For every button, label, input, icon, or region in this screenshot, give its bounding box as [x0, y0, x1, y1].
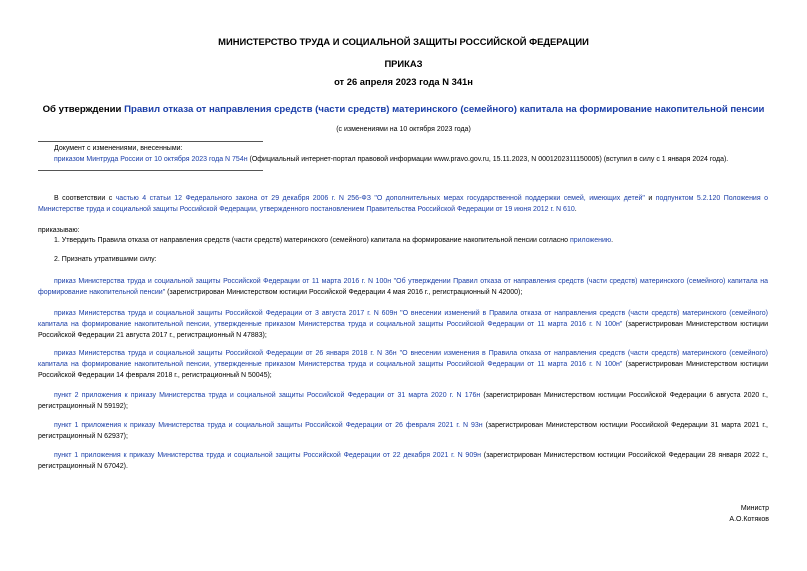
changes-rest: (Официальный интернет-портал правовой информации www.pravo.gov.ru, 15.11.2023, N 0001202311150005) (вступил в силу с 1 января 2024 года).	[247, 156, 729, 163]
repealed-item-3-link[interactable]: приказ Министерства труда и социальной защиты Российской Федерации от 26 января 2018 г. N 36н "О внесении изменения в Правила отказа от направления средств (части средств) материнского (семейного) капитала на формирование накопительной пенсии, утвержденные приказом Министерства труда и социальной защиты Российской Федерации от 11 марта 2016 г. N 100н"	[38, 350, 768, 368]
item-2: 2. Признать утратившими силу:	[54, 256, 157, 263]
signatory-name: А.О.Котяков	[729, 516, 769, 523]
preamble-paragraph	[38, 193, 768, 215]
top-divider	[38, 141, 263, 142]
title-link[interactable]: Правил отказа от направления средств (части средств) материнского (семейного) капитала на формирование накопительной пенсии	[124, 104, 765, 115]
repealed-item-4	[38, 390, 768, 412]
repealed-item-5	[38, 420, 768, 442]
amendment-note: (с изменениями на 10 октября 2023 года)	[336, 126, 471, 133]
bottom-divider	[38, 170, 263, 171]
repealed-item-5-rest: (зарегистрирован Министерством юстиции Российской Федерации 31 марта 2021 г., регистрационный N 62937);	[38, 422, 768, 440]
changes-link[interactable]: приказом Минтруда России от 10 октября 2023 года N 754н	[54, 156, 248, 163]
repealed-item-5-link[interactable]: пункт 1 приложения к приказу Министерства труда и социальной защиты Российской Федерации от 26 февраля 2021 г. N 93н	[54, 422, 483, 429]
preamble-text-3: .	[574, 206, 577, 213]
changes-line	[54, 154, 728, 165]
item-1	[54, 235, 613, 246]
repealed-item-6-rest: (зарегистрирован Министерством юстиции Российской Федерации 28 января 2022 г., регистрационный N 67042).	[38, 452, 768, 470]
preamble-regulation-link[interactable]: подпунктом 5.2.120 Положения о Министерстве труда и социальной защиты Российской Федерации, утвержденного постановлением Правительства Российской Федерации от 19 июня 2012 г. N 610	[38, 195, 768, 213]
title-prefix: Об утверждении	[42, 104, 125, 115]
preamble-law-link[interactable]: частью 4 статьи 12 Федерального закона от 29 декабря 2006 г. N 256-ФЗ "О дополнительных мерах государственной поддержки семей, имеющих детей"	[115, 195, 645, 202]
repealed-item-3	[38, 348, 768, 381]
appendix-link[interactable]: приложению	[569, 237, 612, 244]
item-1-end: .	[611, 237, 614, 244]
preamble-text-1: В соответствии с	[54, 195, 116, 202]
repealed-item-3-rest: (зарегистрирован Министерством юстиции Российской Федерации 14 февраля 2018 г., регистрационный N 50045);	[38, 361, 768, 379]
order-word: приказываю:	[38, 227, 80, 234]
repealed-item-4-rest: (зарегистрирован Министерством юстиции Российской Федерации 6 августа 2020 г., регистрационный N 59192);	[38, 392, 768, 410]
changes-intro: Документ с изменениями, внесенными:	[54, 145, 183, 152]
document-date: от 26 апреля 2023 года N 341н	[334, 76, 473, 87]
repealed-item-1-link[interactable]: приказ Министерства труда и социальной защиты Российской Федерации от 11 марта 2016 г. N 100н "Об утверждении Правил отказа от направления средств (части средств) материнского (семейного) капитала на формирование накопительной пенсии"	[38, 278, 768, 296]
item-1-text: 1. Утвердить Правила отказа от направления средств (части средств) материнского (семейного) капитала на формирование накопительной пенсии согласно	[54, 237, 570, 244]
ministry-name: МИНИСТЕРСТВО ТРУДА И СОЦИАЛЬНОЙ ЗАЩИТЫ РОССИЙСКОЙ ФЕДЕРАЦИИ	[218, 36, 589, 47]
repealed-item-2	[38, 308, 768, 341]
repealed-item-2-rest: (зарегистрирован Министерством юстиции Российской Федерации 21 августа 2017 г., регистрационный N 47883);	[38, 321, 768, 339]
document-type: ПРИКАЗ	[384, 58, 423, 69]
repealed-item-1-rest: (зарегистрирован Министерством юстиции Российской Федерации 4 мая 2016 г., регистрационный N 42000);	[165, 289, 523, 296]
document-title	[0, 104, 807, 115]
repealed-item-1	[38, 276, 768, 298]
repealed-item-6	[38, 450, 768, 472]
preamble-text-2: и	[644, 195, 656, 202]
repealed-item-4-link[interactable]: пункт 2 приложения к приказу Министерства труда и социальной защиты Российской Федерации от 31 марта 2020 г. N 176н	[54, 392, 481, 399]
signatory-role: Министр	[740, 505, 769, 512]
repealed-item-6-link[interactable]: пункт 1 приложения к приказу Министерства труда и социальной защиты Российской Федерации от 22 декабря 2021 г. N 909н	[54, 452, 481, 459]
repealed-item-2-link[interactable]: приказ Министерства труда и социальной защиты Российской Федерации от 3 августа 2017 г. N 609н "О внесении изменений в Правила отказа от направления средств (части средств) материнского (семейного) капитала на формирование накопительной пенсии, утвержденные приказом Министерства труда и социальной защиты Российской Федерации от 11 марта 2016 г. N 100н"	[38, 310, 768, 328]
